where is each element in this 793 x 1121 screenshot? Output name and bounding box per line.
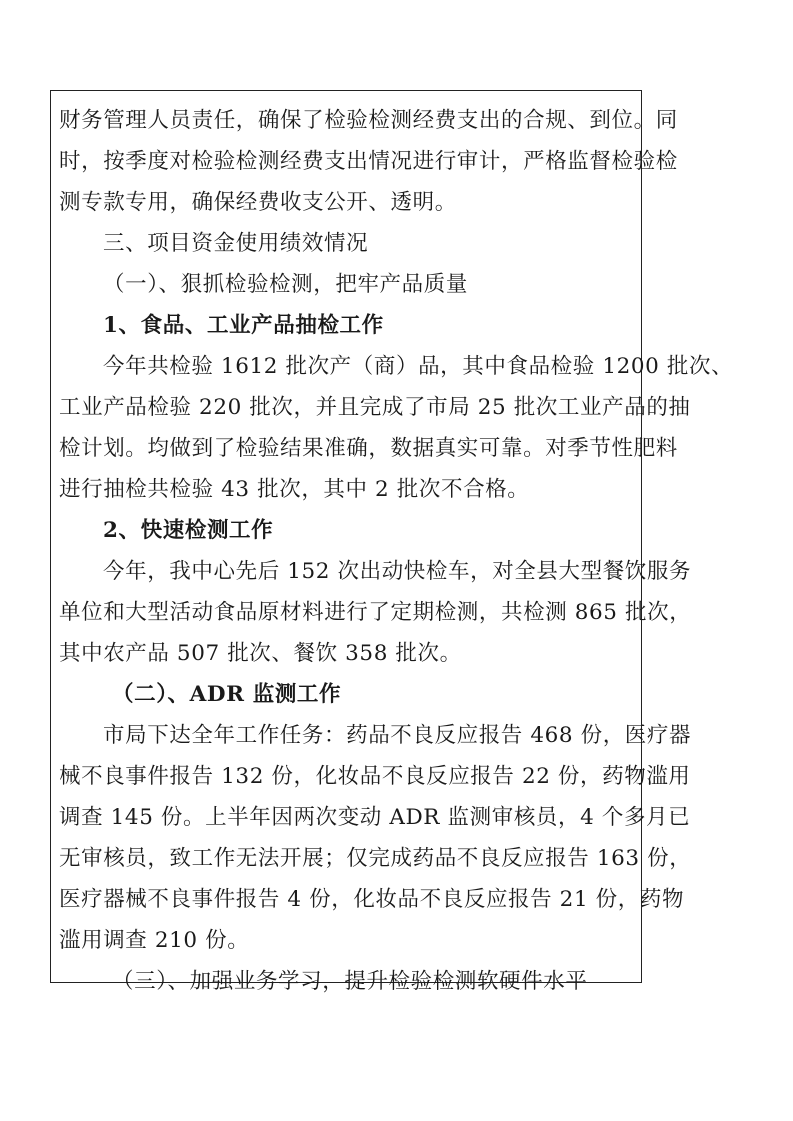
- body-text-line: 无审核员，致工作无法开展；仅完成药品不良反应报告 163 份，: [59, 846, 692, 871]
- body-text-line: 工业产品检验 220 批次，并且完成了市局 25 批次工业产品的抽: [59, 395, 691, 420]
- body-text-line: 单位和大型活动食品原材料进行了定期检测，共检测 865 批次，: [59, 600, 692, 625]
- body-text-line: 检计划。均做到了检验结果准确，数据真实可靠。对季节性肥料: [59, 436, 678, 461]
- content-frame: [50, 90, 734, 994]
- body-text-line: 医疗器械不良事件报告 4 份，化妆品不良反应报告 21 份，药物: [59, 887, 685, 912]
- body-text-line: 今年共检验 1612 批次产（商）品，其中食品检验 1200 批次、: [103, 354, 734, 379]
- subsection-heading: （一）、狠抓检验检测，把牢产品质量: [103, 272, 468, 297]
- body-text-line: 财务管理人员责任，确保了检验检测经费支出的合规、到位。同: [59, 108, 678, 133]
- item-heading: 2、快速检测工作: [103, 518, 274, 543]
- body-text-line: 调查 145 份。上半年因两次变动 ADR 监测审核员，4 个多月已: [59, 805, 691, 830]
- body-text-line: 其中农产品 507 批次、餐饮 358 批次。: [59, 641, 462, 666]
- body-text-line: 械不良事件报告 132 份，化妆品不良反应报告 22 份，药物滥用: [59, 764, 691, 789]
- body-text-line: 时，按季度对检验检测经费支出情况进行审计，严格监督检验检: [59, 149, 678, 174]
- item-heading: 1、食品、工业产品抽检工作: [103, 313, 384, 338]
- body-text-line: 市局下达全年工作任务：药品不良反应报告 468 份，医疗器: [103, 723, 692, 748]
- body-text-line: 今年，我中心先后 152 次出动快检车，对全县大型餐饮服务: [103, 559, 692, 584]
- body-text-line: 测专款专用，确保经费收支公开、透明。: [59, 190, 457, 215]
- subsection-heading: （三）、加强业务学习，提升检验检测软硬件水平: [112, 969, 588, 994]
- body-text-line: 进行抽检共检验 43 批次，其中 2 批次不合格。: [59, 477, 530, 502]
- subsection-heading: （二）、ADR 监测工作: [112, 682, 342, 707]
- section-heading: 三、项目资金使用绩效情况: [103, 231, 369, 256]
- body-text-line: 滥用调查 210 份。: [59, 928, 250, 953]
